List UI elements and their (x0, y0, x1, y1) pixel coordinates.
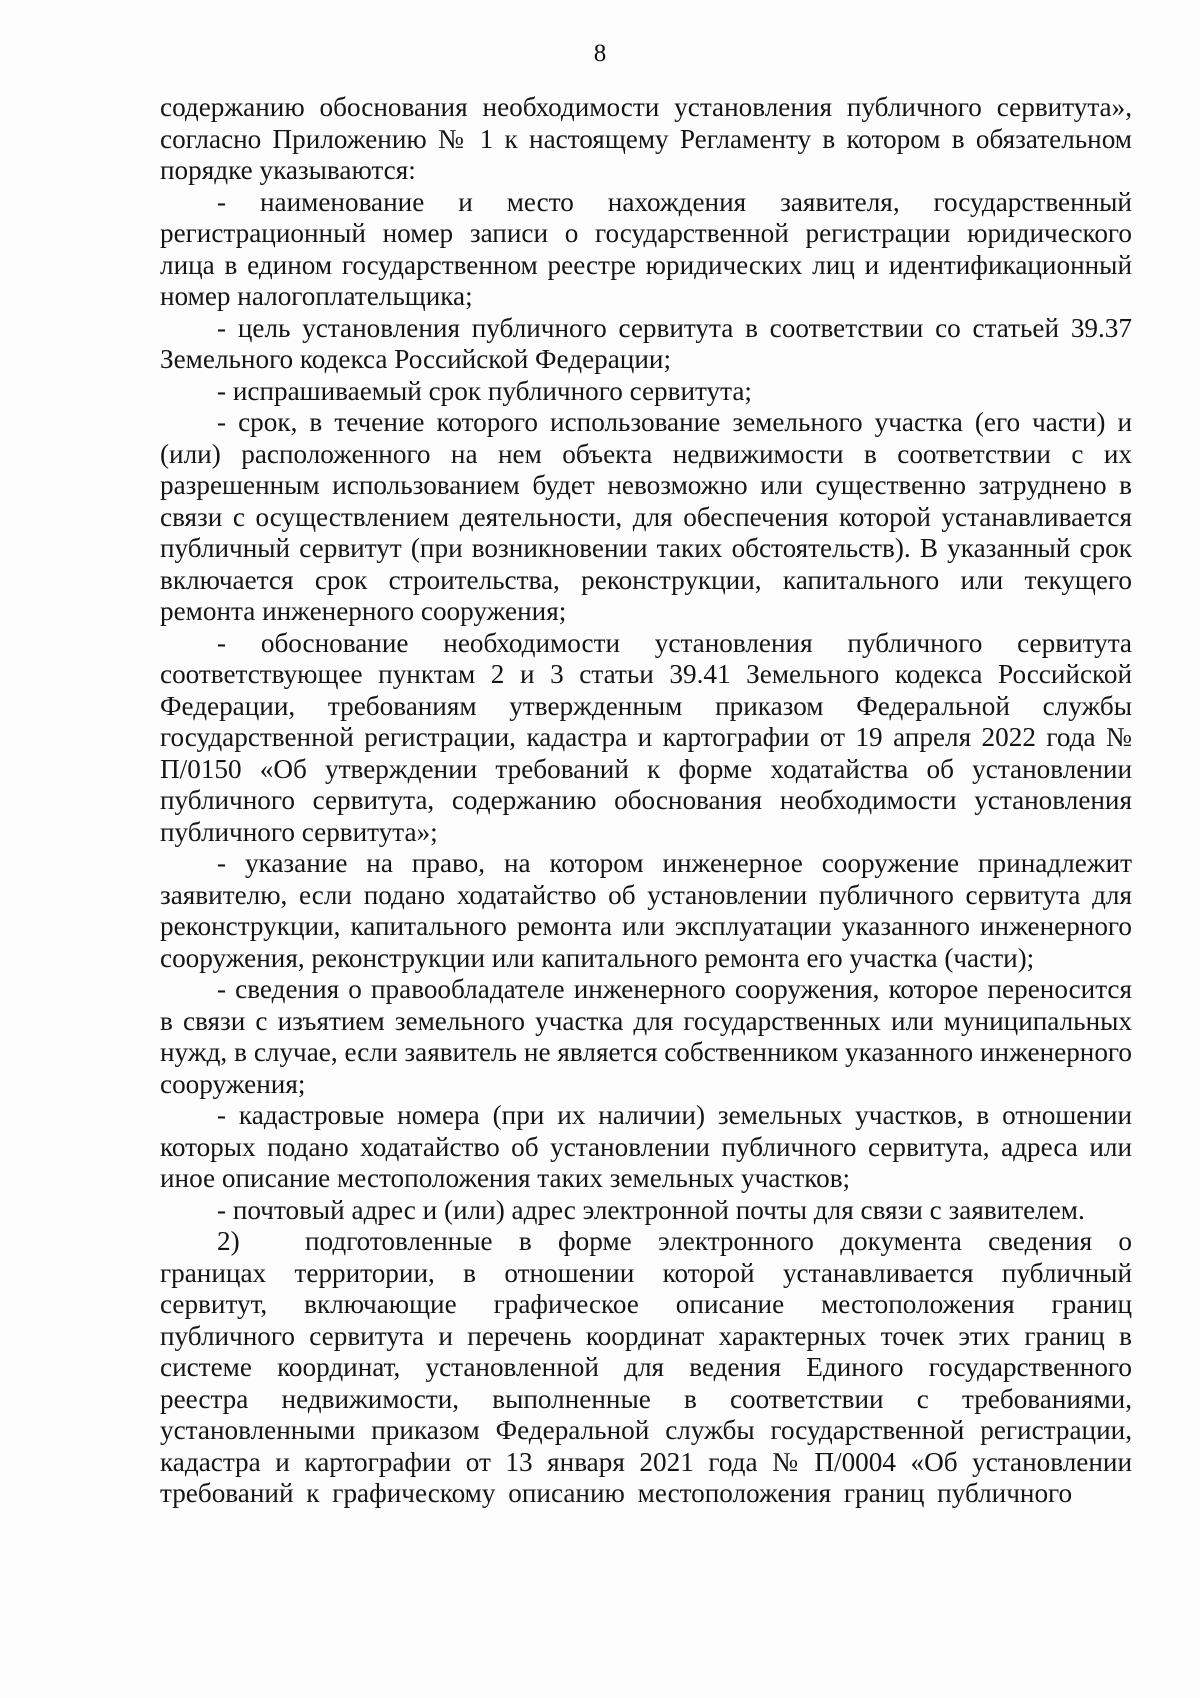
list-item-cadastral-numbers: - кадастровые номера (при их наличии) земельных участков, в отношении которых подано ходатайство об установлении публичного сервитута, адреса или иное описание местоположения таких земельных участков; (160, 1100, 1132, 1193)
list-item-requested-term: - испрашиваемый срок публичного сервитута; (217, 375, 752, 406)
list-item-ownership-right: - указание на право, на котором инженерное сооружение принадлежит заявителю, если подано ходатайство об установлении публичного сервитута для реконструкции, капитального ремонта или эксплуатации указанного инженерного сооружения, реконструкции или капитального ремонта его участка (части); (160, 848, 1132, 973)
numbered-item-2 (160, 1226, 1132, 1510)
list-item-applicant-name: - наименование и место нахождения заявителя, государственный регистрационный номер записи о государственной регистрации юридического лица в едином государственном реестре юридических лиц и идентификационный номер налогоплательщика; (160, 186, 1132, 311)
page-number: 8 (593, 40, 607, 67)
list-item-impossibility-period: - срок, в течение которого использование земельного участка (его части) и (или) расположенного на нем объекта недвижимости в соответствии с их разрешенным использованием будет невозможно или существенно затруднено в связи с осуществлением деятельности, для обеспечения которой устанавливается публичный сервитут (при возникновении таких обстоятельств). В указанный срок включается срок строительства, реконструкции, капитального или текущего ремонта инженерного сооружения; (160, 407, 1132, 626)
item-number: 2) (217, 1226, 240, 1256)
document-body (160, 92, 1132, 1510)
numbered-item-2-text: подготовленные в форме электронного документа сведения о границах территории, в отношении которой устанавливается публичный сервитут, включающие графическое описание местоположения границ публичного сервитута и перечень координат характерных точек этих границ в системе координат, установленной для ведения Единого государственного реестра недвижимости, выполненные в соответствии с требованиями, установленными приказом Федеральной службы государственной регистрации, кадастра и картографии от 13 января 2021 года № П/0004 «Об установлении требований к графическому описанию местоположения границ публичного (160, 1226, 1132, 1508)
paragraph-intro: содержанию обоснования необходимости установления публичного сервитута», согласно Приложению № 1 к настоящему Регламенту в котором в обязательном порядке указываются: (160, 92, 1132, 185)
list-item-purpose: - цель установления публичного сервитута в соответствии со статьей 39.37 Земельного кодекса Российской Федерации; (160, 312, 1132, 374)
list-item-contact-address: - почтовый адрес и (или) адрес электронной почты для связи с заявителем. (217, 1194, 1085, 1225)
list-item-justification: - обоснование необходимости установления публичного сервитута соответствующее пунктам 2 и 3 статьи 39.41 Земельного кодекса Российской Федерации, требованиям утвержденным приказом Федеральной службы государственной регистрации, кадастра и картографии от 19 апреля 2022 года № П/0150 «Об утверждении требований к форме ходатайства об установлении публичного сервитута, содержанию обоснования необходимости установления публичного сервитута»; (160, 627, 1132, 847)
list-item-rights-holder: - сведения о правообладателе инженерного сооружения, которое переносится в связи с изъятием земельного участка для государственных или муниципальных нужд, в случае, если заявитель не является собственником указанного инженерного сооружения; (160, 974, 1132, 1099)
